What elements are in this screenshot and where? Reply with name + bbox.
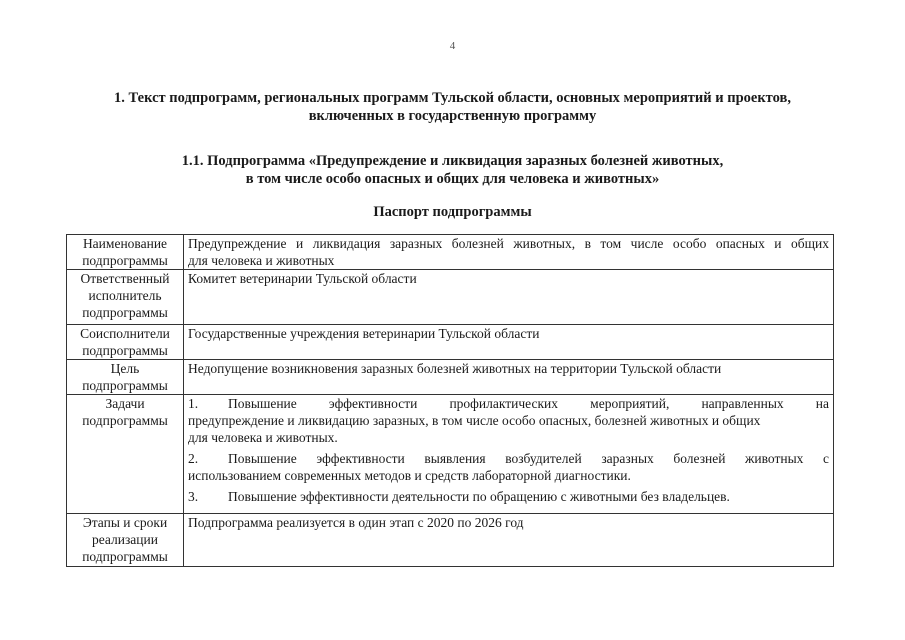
- task-item: [188, 488, 829, 505]
- task-line: предупреждение и ликвидацию заразных, в том числе особо опасных, болезней животных и общих: [188, 413, 761, 428]
- label-line: подпрограммы: [82, 253, 168, 268]
- value-line: Недопущение возникновения заразных болезней животных на территории Тульской области: [188, 361, 722, 376]
- row-label: [67, 235, 184, 270]
- label-line: Цель: [110, 361, 140, 376]
- row-label: [67, 270, 184, 325]
- table-row: [67, 514, 834, 567]
- value-line: для человека и животных: [188, 253, 335, 268]
- label-line: реализации: [92, 532, 158, 547]
- row-label: [67, 395, 184, 514]
- value-line: Предупреждение и ликвидация заразных болезней животных, в том числе особо опасных и общих: [188, 236, 829, 251]
- value-line: Подпрограмма реализуется в один этап с 2020 по 2026 год: [188, 515, 524, 530]
- table-row: [67, 360, 834, 395]
- section-heading-line-1: 1. Текст подпрограмм, региональных программ Тульской области, основных мероприятий и проектов,: [114, 90, 791, 106]
- section-heading-line-2: включенных в государственную программу: [308, 108, 597, 124]
- task-item: [188, 395, 829, 446]
- label-line: подпрограммы: [82, 549, 168, 564]
- task-number: 2.: [188, 451, 199, 466]
- subprogram-heading-line-1: 1.1. Подпрограмма «Предупреждение и ликвидация заразных болезней животных,: [181, 153, 724, 169]
- label-line: Задачи: [105, 396, 145, 411]
- section-heading: [60, 89, 845, 125]
- task-text: Повышение эффективности деятельности по обращению с животными без владельцев.: [228, 489, 730, 504]
- table-row: [67, 395, 834, 514]
- label-line: подпрограммы: [82, 343, 168, 358]
- task-text: Повышение эффективности профилактических мероприятий, направленных на: [228, 396, 829, 411]
- task-number: 1.: [188, 396, 199, 411]
- label-line: Этапы и сроки: [82, 515, 168, 530]
- task-line: использованием современных методов и средств лабораторной диагностики.: [188, 468, 631, 483]
- task-text: Повышение эффективности выявления возбудителей заразных болезней животных с: [228, 451, 829, 466]
- label-line: Наименование: [82, 236, 168, 251]
- label-line: Соисполнители: [80, 326, 170, 341]
- passport-table: [66, 234, 834, 567]
- row-value: [184, 270, 834, 325]
- label-line: исполнитель: [88, 288, 162, 303]
- task-item: [188, 450, 829, 484]
- task-line: для человека и животных.: [188, 430, 338, 445]
- row-label: [67, 325, 184, 360]
- label-line: Ответственный: [80, 271, 170, 286]
- table-row: [67, 325, 834, 360]
- page-number: 4: [449, 40, 456, 52]
- label-line: подпрограммы: [82, 305, 168, 320]
- row-value: [184, 395, 834, 514]
- value-line: Государственные учреждения ветеринарии Тульской области: [188, 326, 540, 341]
- subprogram-heading-line-2: в том числе особо опасных и общих для человека и животных»: [245, 171, 660, 187]
- task-first-line: [188, 489, 730, 504]
- row-label: [67, 514, 184, 567]
- passport-title-text: Паспорт подпрограммы: [373, 204, 532, 220]
- value-line: Комитет ветеринарии Тульской области: [188, 271, 417, 286]
- row-label: [67, 360, 184, 395]
- row-value: [184, 514, 834, 567]
- label-line: подпрограммы: [82, 378, 168, 393]
- table-row: [67, 235, 834, 270]
- label-line: подпрограммы: [82, 413, 168, 428]
- row-value: [184, 360, 834, 395]
- task-first-line: [188, 450, 829, 467]
- task-number: 3.: [188, 489, 199, 504]
- subprogram-heading: [60, 152, 845, 188]
- passport-title: [60, 203, 845, 221]
- row-value: [184, 235, 834, 270]
- row-value: [184, 325, 834, 360]
- task-first-line: [188, 395, 829, 412]
- table-row: [67, 270, 834, 325]
